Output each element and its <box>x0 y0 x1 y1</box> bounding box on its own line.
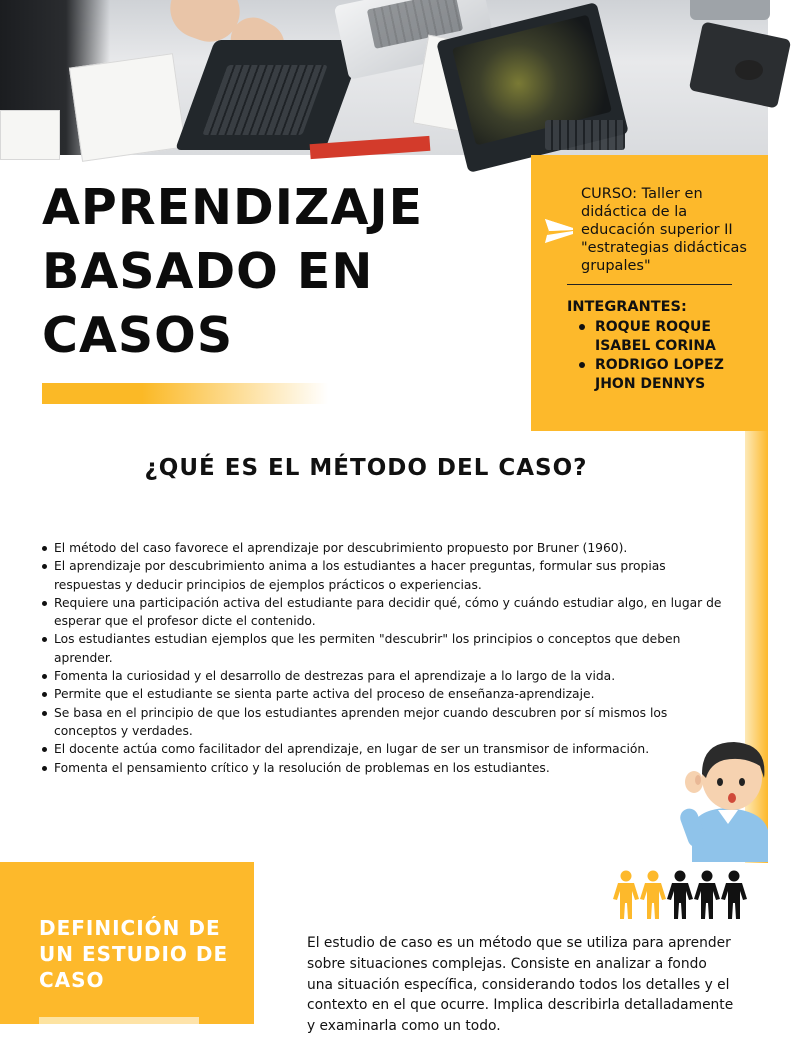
person-figure <box>694 871 720 920</box>
title-line-2: BASADO EN <box>42 243 374 300</box>
person-figure <box>613 871 639 920</box>
list-item: El docente actúa como facilitador del aprendizaje, en lugar de ser un transmisor de información. <box>42 740 726 758</box>
header-photo <box>0 0 768 155</box>
listening-person-icon <box>684 738 768 862</box>
method-bullet-list <box>42 539 726 777</box>
title-underline-bar <box>42 383 328 404</box>
people-group-icon <box>612 869 752 921</box>
chevron-arrow-icon <box>543 217 575 245</box>
person-figure <box>721 871 747 920</box>
divider <box>567 284 732 285</box>
person-figure <box>640 871 666 920</box>
title-line-1: APRENDIZAJE <box>42 179 424 236</box>
list-item: El aprendizaje por descubrimiento anima a los estudiantes a hacer preguntas, formular sus propias respuestas y deducir principios de ejemplos prácticos o experiencias. <box>42 557 726 594</box>
member-item: RODRIGO LOPEZ JHON DENNYS <box>577 356 757 394</box>
list-item: Los estudiantes estudian ejemplos que les permiten "descubrir" los principios o conceptos que deben aprender. <box>42 630 726 667</box>
list-item: Permite que el estudiante se sienta parte activa del proceso de enseñanza-aprendizaje. <box>42 685 726 703</box>
list-item: Se basa en el principio de que los estudiantes aprenden mejor cuando descubren por sí mismos los conceptos y verdades. <box>42 704 726 741</box>
person-figure <box>667 871 693 920</box>
list-item: Requiere una participación activa del estudiante para decidir qué, cómo y cuándo estudiar algo, en lugar de esperar que el profesor dicte el contenido. <box>42 594 726 631</box>
list-item: Fomenta el pensamiento crítico y la resolución de problemas en los estudiantes. <box>42 759 726 777</box>
page-title <box>42 176 512 368</box>
course-info-box <box>531 155 768 431</box>
list-item: Fomenta la curiosidad y el desarrollo de destrezas para el aprendizaje a lo largo de la vida. <box>42 667 726 685</box>
list-item: El método del caso favorece el aprendizaje por descubrimiento propuesto por Bruner (1960). <box>42 539 726 557</box>
definition-heading: DEFINICIÓN DE UN ESTUDIO DE CASO <box>39 916 229 992</box>
member-item: ROQUE ROQUE ISABEL CORINA <box>577 318 757 356</box>
members-list <box>577 318 757 394</box>
section-heading: ¿QUÉ ES EL MÉTODO DEL CASO? <box>144 455 588 481</box>
course-text: CURSO: Taller en didáctica de la educación superior II "estrategias didácticas grupales" <box>581 186 747 274</box>
members-label: INTEGRANTES: <box>567 299 687 315</box>
title-line-3: CASOS <box>42 307 234 364</box>
definition-text: El estudio de caso es un método que se utiliza para aprender sobre situaciones complejas. Consiste en analizar a fondo una situación específica, considerando todos los detalles y el contexto en el que ocurre. Implica describirla detalladamente y examinarla como un todo. <box>307 935 734 1035</box>
definition-underline-bar <box>39 1017 199 1024</box>
